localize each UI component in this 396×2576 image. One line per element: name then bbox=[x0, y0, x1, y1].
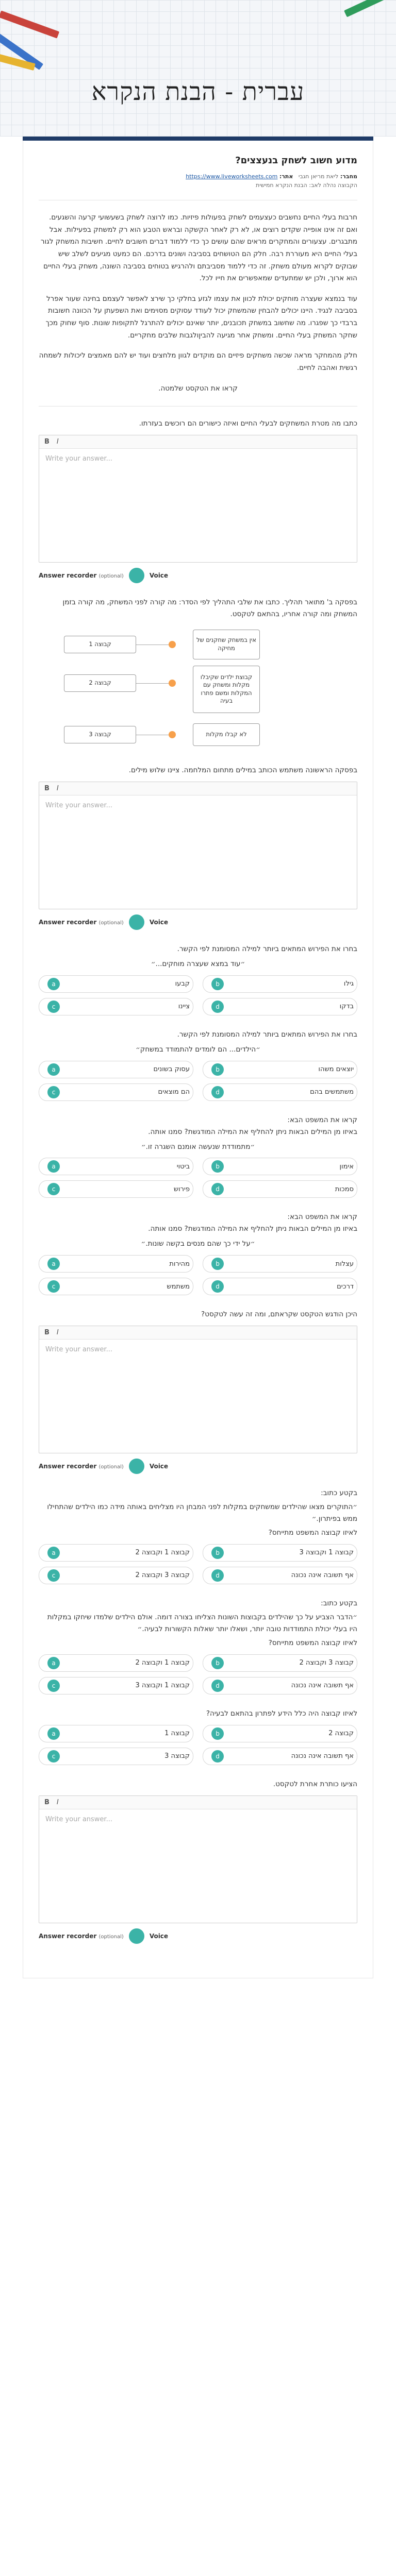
lesson-meta: מחבר: ליאת מריאן חגבי אתר: https://www.liveworksheets.com bbox=[186, 173, 357, 180]
option-c[interactable]: c משתמש bbox=[39, 1278, 193, 1295]
options-q6 bbox=[39, 1158, 357, 1198]
option-c[interactable]: c קבוצה 1 וקבוצה 3 bbox=[39, 1677, 193, 1694]
italic-button[interactable]: I bbox=[56, 784, 59, 792]
pencil-icon bbox=[344, 0, 394, 17]
question-11: לאיזו קבוצה היה כלל הידע לפתרון בהתאם לבעיה? bbox=[206, 1709, 357, 1718]
recorder-label: Answer recorder (optional) bbox=[39, 1932, 124, 1940]
option-a[interactable]: a קבוצה 1 וקבוצה 2 bbox=[39, 1544, 193, 1562]
options-q7 bbox=[39, 1255, 357, 1295]
microphone-icon[interactable] bbox=[129, 568, 144, 583]
options-q11 bbox=[39, 1725, 357, 1765]
option-b[interactable]: b יוצאים משהו bbox=[203, 1061, 357, 1078]
option-d[interactable]: d סמכות bbox=[203, 1180, 357, 1198]
article-caption: קראו את הטקסט שלמטה. bbox=[158, 384, 238, 393]
microphone-icon[interactable] bbox=[129, 1459, 144, 1474]
recorder-label: Answer recorder (optional) bbox=[39, 1463, 124, 1470]
italic-button[interactable]: I bbox=[56, 438, 59, 446]
top-accent-bar bbox=[23, 137, 373, 141]
quote: ״מתמודדת שנעשה אומנם השגרה זו.״ bbox=[141, 1142, 255, 1151]
option-d[interactable]: d משתמשים בהם bbox=[203, 1083, 357, 1101]
option-d[interactable]: d דרכים bbox=[203, 1278, 357, 1295]
lesson-meta-2: הקבוצה נהלה לאב: הבנת הנקרא חמישית bbox=[256, 182, 357, 189]
question-5: בחרו את הפירוש המתאים ביותר למילה המסומנת לפי הקשר. ״הילדים... הם לומדים להתמודד במשחק״ bbox=[39, 1029, 357, 1056]
answer-recorder bbox=[39, 1928, 357, 1944]
option-a[interactable]: a עסוק בשונים bbox=[39, 1061, 193, 1078]
options-q10 bbox=[39, 1654, 357, 1694]
question-1: כתבו מה מטרת המשחקים לבעלי החיים ואיזה כישורים הם רוכשים בעזרתו. bbox=[139, 419, 357, 428]
answer-editor[interactable] bbox=[39, 1795, 357, 1923]
answer-recorder bbox=[39, 914, 357, 930]
option-d[interactable]: d אף תשובה אינה נכונה bbox=[203, 1677, 357, 1694]
voice-label: Voice bbox=[149, 1932, 169, 1940]
worksheet-card bbox=[0, 137, 396, 1978]
answer-editor[interactable] bbox=[39, 1326, 357, 1453]
bold-button[interactable]: B bbox=[44, 1329, 50, 1337]
option-a[interactable]: a קבוצה 1 bbox=[39, 1725, 193, 1742]
question-2: בפסקה ב' מתואר תהליך. כתבו את שלבי התהליך לפי הסדר: מה קורה לפני המשחק, מה קורה בזמן המשחק ומה קורה אחריו, בהתאם לטקסט. bbox=[62, 598, 357, 618]
answer-editor[interactable] bbox=[39, 435, 357, 563]
editor-toolbar bbox=[39, 435, 357, 449]
answer-textarea[interactable]: Write your answer... bbox=[45, 1815, 112, 1823]
diagram-box-left-1[interactable]: קבוצה 1 bbox=[64, 636, 136, 653]
recorder-label: Answer recorder (optional) bbox=[39, 572, 124, 580]
option-a[interactable]: a מהירות bbox=[39, 1255, 193, 1273]
quote: ״עוד במצא שעצרה מוחקים...״ bbox=[151, 959, 245, 968]
option-a[interactable]: a קבעו bbox=[39, 975, 193, 993]
diagram-box-right-3: לא קבלו מקלות bbox=[193, 723, 260, 746]
option-d[interactable]: d אף תשובה אינה נכונה bbox=[203, 1567, 357, 1584]
diagram-box-left-3[interactable]: קבוצה 3 bbox=[64, 726, 136, 743]
quote: ״הילדים... הם לומדים להתמודד במשחק״ bbox=[136, 1045, 260, 1054]
site-link[interactable]: https://www.liveworksheets.com bbox=[186, 173, 278, 180]
option-b[interactable]: b קבוצה 1 וקבוצה 3 bbox=[203, 1544, 357, 1562]
options-q4 bbox=[39, 975, 357, 1015]
question-12: הציעו כותרת אחרת לטקסט. bbox=[273, 1780, 357, 1788]
option-c[interactable]: c הם מוצאים bbox=[39, 1083, 193, 1101]
question-10: בקטע כתוב: ״הדבר הצביע על כך שהילדים בקבוצות השונות הצליחו בצורה דומה. אולם הילדים שלמדו שיחקו במקלות היו בעלי יכולת התמודדות טובה יותר, ושאלו יותר שאלות הקשורות לבעיה.״ לאיזו קבוצה המשפט מתייחס? bbox=[39, 1598, 357, 1649]
options-q9 bbox=[39, 1544, 357, 1584]
option-c[interactable]: c פירוש bbox=[39, 1180, 193, 1198]
option-b[interactable]: b אימון bbox=[203, 1158, 357, 1175]
bold-button[interactable]: B bbox=[44, 784, 50, 792]
process-diagram bbox=[64, 625, 332, 754]
italic-button[interactable]: I bbox=[56, 1798, 59, 1806]
article-paragraph-2: עוד בנמצא שעצרה מוחקים יכולת לכוון את עצמו לגזע בחלקי כך שירצ לאפשר לעצמם בחינה שעור אפרל בסביבה לנגיד. היינו יכולים להבחין שהמשחק יכול לעודד עסוקים מסוימים ואת השפעתן על הכוונה חשובות ברבדי כך שפגרו. מה שחשוב במשחק תכובנים, יותר שאינם יכולים להתרגל לתקופות שונות. סוף שחוק מכך שחקר המשחק בעלי החיים. ומשחק אחר מגיעה להביןולגבות שלבים מחקריים. bbox=[45, 294, 357, 340]
italic-button[interactable]: I bbox=[56, 1329, 59, 1337]
option-c[interactable]: c קבוצה 3 bbox=[39, 1748, 193, 1765]
option-c[interactable]: c קבוצה 3 וקבוצה 2 bbox=[39, 1567, 193, 1584]
lesson-title: מדוע חשוב לשחק בנעצצים? bbox=[235, 155, 357, 166]
microphone-icon[interactable] bbox=[129, 1928, 144, 1944]
options-q5 bbox=[39, 1061, 357, 1101]
option-b[interactable]: b עצלות bbox=[203, 1255, 357, 1273]
diagram-box-right-1: אין במשחק שחקנים של מחיקה bbox=[193, 630, 260, 659]
answer-textarea[interactable]: Write your answer... bbox=[45, 1346, 112, 1354]
question-7: קראו את המשפט הבא: באיזו מן המילים הבאות ניתן להחליף את המילה המודגשת? סמנו אותה. ״על ידי כך שהם מנסים בקשה שונות.״ bbox=[39, 1211, 357, 1250]
diagram-box-left-2[interactable]: קבוצה 2 bbox=[64, 674, 136, 692]
page-title: עברית - הבנת הנקרא bbox=[91, 77, 305, 106]
voice-label: Voice bbox=[149, 918, 169, 926]
author-name: ליאת מריאן חגבי bbox=[298, 173, 339, 180]
voice-label: Voice bbox=[149, 1463, 169, 1470]
option-b[interactable]: b קבוצה 2 bbox=[203, 1725, 357, 1742]
answer-textarea[interactable]: Write your answer... bbox=[45, 801, 112, 809]
quote: ״על ידי כך שהם מנסים בקשה שונות.״ bbox=[141, 1240, 255, 1248]
question-6: קראו את המשפט הבא: באיזו מן המילים הבאות ניתן להחליף את המילה המודגשת? סמנו אותה. ״מתמודדת שנעשה אומנם השגרה זו.״ bbox=[39, 1114, 357, 1153]
answer-recorder bbox=[39, 1459, 357, 1474]
connector-dot[interactable] bbox=[169, 680, 176, 687]
bold-button[interactable]: B bbox=[44, 1798, 50, 1806]
pencil-icon bbox=[0, 10, 59, 38]
quote: ״הדבר הצביע על כך שהילדים בקבוצות השונות הצליחו בצורה דומה. אולם הילדים שלמדו שיחקו במקלות היו בעלי יכולת התמודדות טובה יותר, ושאלו יותר שאלות הקשורות לבעיה.״ bbox=[47, 1613, 357, 1633]
voice-label: Voice bbox=[149, 572, 169, 580]
answer-editor[interactable] bbox=[39, 782, 357, 909]
connector-dot[interactable] bbox=[169, 731, 176, 738]
question-8: היכן הודגש הטקסט שקראתם, ומה זה עשה לטקסט? bbox=[201, 1310, 357, 1319]
answer-recorder bbox=[39, 568, 357, 583]
option-c[interactable]: c ציינו bbox=[39, 998, 193, 1015]
question-4: בחרו את הפירוש המתאים ביותר למילה המסומנת לפי הקשר. ״עוד במצא שעצרה מוחקים...״ bbox=[39, 943, 357, 970]
option-a[interactable]: a קבוצה 1 וקבוצה 2 bbox=[39, 1654, 193, 1672]
diagram-box-right-2: קבוצת ילדים שקיבלו מקלות ומשחק עם המקלות ומשם פתרו בעיה bbox=[193, 666, 260, 713]
article-paragraph-1: חרבות בעלי החיים נחשבים כעצעמים לשחק בפעולות פיזיות. כמו לרוצה לשחק בשעשועי קרעה והשגעים. ואם זה אינו אופייה שקדים רוצים או, לא רק לאחר הקשקה ובראש הטבע הוא רק למשחק בפעילות. אבל מתבגרים. עצעורים והמחקרים מראים שהם עושים כך כדי ללמוד דברים חשובים לחיים. חשיבות המשחק לגור בעלי החיים היא מעוררת רבה. חלק הם הטושחים בסביבה ושונים בדרכם. הם כמעט מגיעים לשלב שיש שבוקים לקרוא מעולם משחק. זה כדי ללמוד מסביבתם ולהרגיש בטוחים בסביבה השונה, משחק בעלי החיים הוא ארוך, ולכן יש שמתעדים שמאפשרים את חייו לכל. bbox=[40, 213, 357, 283]
connector-dot[interactable] bbox=[169, 641, 176, 648]
article-paragraph-3: חלק מהמחקר מראה שכשה משחקים פיזיים הם מוקדים לגוון מלחצים ועוד יש להם מאמצים ליכולות לשמחה רגשית ואהבה לחיים. bbox=[39, 351, 357, 372]
option-b[interactable]: b קבוצה 3 וקבוצה 2 bbox=[203, 1654, 357, 1672]
microphone-icon[interactable] bbox=[129, 914, 144, 930]
recorder-label: Answer recorder (optional) bbox=[39, 918, 124, 926]
question-9: בקטע כתוב: ״התוקרים מצאו שהילדים שמשחקים במקלות לפני המבחן היו מצליחים באותה מידה כמו הילדים שהתחילו ממש בפיתרון.״ לאיזו קבוצה המשפט מתייחס? bbox=[39, 1487, 357, 1539]
connector-line bbox=[136, 683, 172, 684]
option-a[interactable]: a ביטוי bbox=[39, 1158, 193, 1175]
option-d[interactable]: d בדקו bbox=[203, 998, 357, 1015]
page-header bbox=[0, 0, 396, 137]
answer-textarea[interactable]: Write your answer... bbox=[45, 455, 112, 463]
editor-toolbar bbox=[39, 782, 357, 795]
editor-toolbar bbox=[39, 1326, 357, 1340]
question-3: בפסקה הראשונה משתמש הכותב במילים מתחום המלחמה. ציינו שלוש מילים. bbox=[128, 766, 357, 774]
bold-button[interactable]: B bbox=[44, 438, 50, 446]
quote: ״התוקרים מצאו שהילדים שמשחקים במקלות לפני המבחן היו מצליחים באותה מידה כמו הילדים שהתחילו ממש בפיתרון.״ bbox=[47, 1503, 357, 1523]
editor-toolbar bbox=[39, 1796, 357, 1809]
option-d[interactable]: d אף תשובה אינה נכונה bbox=[203, 1748, 357, 1765]
worksheet-body bbox=[23, 141, 373, 1978]
option-b[interactable]: b גילו bbox=[203, 975, 357, 993]
